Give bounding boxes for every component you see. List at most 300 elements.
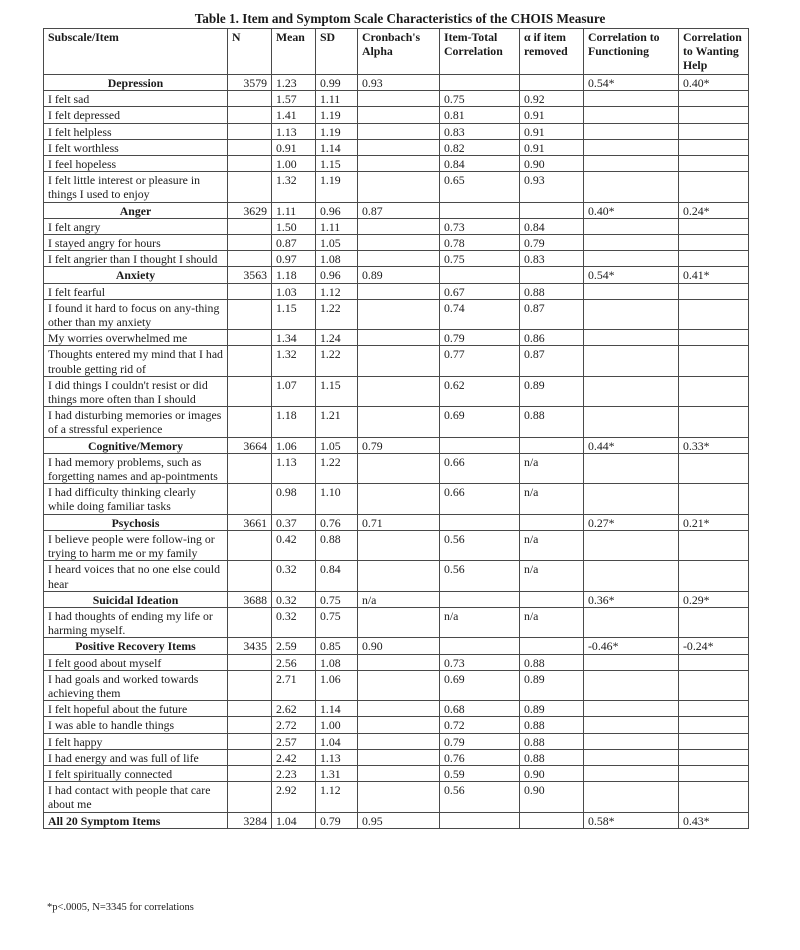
cell-help bbox=[679, 376, 749, 406]
cell-mean: 0.91 bbox=[272, 139, 316, 155]
cell-item: My worries overwhelmed me bbox=[44, 330, 228, 346]
cell-mean: 0.87 bbox=[272, 235, 316, 251]
cell-alpha bbox=[358, 749, 440, 765]
cell-sd: 1.00 bbox=[316, 717, 358, 733]
cell-n bbox=[228, 235, 272, 251]
item-row bbox=[44, 670, 749, 700]
cell-n bbox=[228, 530, 272, 560]
cell-func bbox=[584, 670, 679, 700]
cell-item: Psychosis bbox=[44, 514, 228, 530]
subscale-row bbox=[44, 202, 749, 218]
cell-help: 0.41* bbox=[679, 267, 749, 283]
cell-alpha-removed: 0.89 bbox=[520, 670, 584, 700]
cell-help bbox=[679, 701, 749, 717]
cell-help bbox=[679, 346, 749, 376]
header-alpha-removed: α if item removed bbox=[520, 29, 584, 75]
cell-item-total bbox=[440, 437, 520, 453]
cell-alpha bbox=[358, 733, 440, 749]
cell-alpha bbox=[358, 330, 440, 346]
cell-help: 0.24* bbox=[679, 202, 749, 218]
table-title: Table 1. Item and Symptom Scale Characteristics of the CHOIS Measure bbox=[194, 11, 606, 26]
cell-mean: 1.41 bbox=[272, 107, 316, 123]
cell-alpha-removed: 0.89 bbox=[520, 701, 584, 717]
cell-alpha bbox=[358, 172, 440, 202]
item-row bbox=[44, 484, 749, 514]
cell-alpha-removed: n/a bbox=[520, 530, 584, 560]
cell-item: All 20 Symptom Items bbox=[44, 812, 228, 828]
cell-alpha bbox=[358, 156, 440, 172]
cell-alpha bbox=[358, 123, 440, 139]
cell-sd: 0.75 bbox=[316, 591, 358, 607]
header-mean: Mean bbox=[272, 29, 316, 75]
cell-sd: 1.11 bbox=[316, 218, 358, 234]
cell-help bbox=[679, 453, 749, 483]
cell-sd: 1.14 bbox=[316, 701, 358, 717]
cell-mean: 0.97 bbox=[272, 251, 316, 267]
cell-alpha bbox=[358, 607, 440, 637]
cell-sd: 1.12 bbox=[316, 283, 358, 299]
cell-help bbox=[679, 670, 749, 700]
cell-sd: 0.96 bbox=[316, 202, 358, 218]
cell-sd: 0.85 bbox=[316, 638, 358, 654]
cell-func bbox=[584, 607, 679, 637]
cell-alpha: 0.71 bbox=[358, 514, 440, 530]
cell-help bbox=[679, 330, 749, 346]
cell-item-total: 0.67 bbox=[440, 283, 520, 299]
cell-item-total bbox=[440, 591, 520, 607]
cell-func bbox=[584, 139, 679, 155]
cell-help bbox=[679, 107, 749, 123]
cell-item: Depression bbox=[44, 75, 228, 91]
cell-alpha-removed: 0.84 bbox=[520, 218, 584, 234]
cell-n: 3563 bbox=[228, 267, 272, 283]
cell-alpha-removed: n/a bbox=[520, 453, 584, 483]
subscale-row bbox=[44, 267, 749, 283]
cell-alpha bbox=[358, 139, 440, 155]
cell-func bbox=[584, 299, 679, 329]
cell-item: I felt depressed bbox=[44, 107, 228, 123]
cell-func bbox=[584, 733, 679, 749]
cell-func bbox=[584, 782, 679, 812]
cell-sd: 1.11 bbox=[316, 91, 358, 107]
cell-alpha bbox=[358, 701, 440, 717]
cell-sd: 1.14 bbox=[316, 139, 358, 155]
item-row bbox=[44, 172, 749, 202]
cell-mean: 1.06 bbox=[272, 437, 316, 453]
cell-item-total: 0.62 bbox=[440, 376, 520, 406]
cell-item: I had disturbing memories or images of a stressful experience bbox=[44, 407, 228, 437]
cell-n bbox=[228, 91, 272, 107]
cell-item: I felt angry bbox=[44, 218, 228, 234]
item-row bbox=[44, 782, 749, 812]
cell-alpha-removed bbox=[520, 75, 584, 91]
cell-item-total: 0.79 bbox=[440, 330, 520, 346]
cell-n bbox=[228, 749, 272, 765]
cell-help bbox=[679, 733, 749, 749]
cell-alpha-removed: 0.88 bbox=[520, 749, 584, 765]
cell-item: Positive Recovery Items bbox=[44, 638, 228, 654]
cell-alpha bbox=[358, 251, 440, 267]
header-item-total: Item-Total Correlation bbox=[440, 29, 520, 75]
cell-item-total: 0.69 bbox=[440, 670, 520, 700]
cell-help bbox=[679, 782, 749, 812]
cell-item: Anger bbox=[44, 202, 228, 218]
cell-alpha: 0.93 bbox=[358, 75, 440, 91]
cell-n bbox=[228, 139, 272, 155]
cell-alpha-removed bbox=[520, 812, 584, 828]
cell-alpha-removed: 0.92 bbox=[520, 91, 584, 107]
cell-func bbox=[584, 107, 679, 123]
cell-help bbox=[679, 484, 749, 514]
item-row bbox=[44, 218, 749, 234]
cell-func: -0.46* bbox=[584, 638, 679, 654]
header-func: Correlation to Functioning bbox=[584, 29, 679, 75]
cell-alpha: n/a bbox=[358, 591, 440, 607]
cell-help bbox=[679, 765, 749, 781]
cell-item: I was able to handle things bbox=[44, 717, 228, 733]
cell-help: -0.24* bbox=[679, 638, 749, 654]
cell-item: I had energy and was full of life bbox=[44, 749, 228, 765]
item-row bbox=[44, 251, 749, 267]
cell-n: 3661 bbox=[228, 514, 272, 530]
cell-mean: 2.23 bbox=[272, 765, 316, 781]
item-row bbox=[44, 123, 749, 139]
cell-help bbox=[679, 123, 749, 139]
subscale-row bbox=[44, 437, 749, 453]
cell-mean: 1.32 bbox=[272, 172, 316, 202]
cell-n bbox=[228, 123, 272, 139]
cell-item-total: 0.59 bbox=[440, 765, 520, 781]
item-row bbox=[44, 733, 749, 749]
cell-sd: 0.84 bbox=[316, 561, 358, 591]
cell-help bbox=[679, 530, 749, 560]
cell-alpha-removed: 0.90 bbox=[520, 156, 584, 172]
cell-alpha-removed: 0.87 bbox=[520, 346, 584, 376]
cell-alpha-removed: 0.89 bbox=[520, 376, 584, 406]
cell-mean: 0.32 bbox=[272, 561, 316, 591]
cell-item: Anxiety bbox=[44, 267, 228, 283]
cell-func: 0.54* bbox=[584, 75, 679, 91]
cell-mean: 1.03 bbox=[272, 283, 316, 299]
cell-sd: 1.05 bbox=[316, 235, 358, 251]
cell-help bbox=[679, 749, 749, 765]
cell-func: 0.58* bbox=[584, 812, 679, 828]
cell-n: 3629 bbox=[228, 202, 272, 218]
cell-n bbox=[228, 484, 272, 514]
cell-n bbox=[228, 782, 272, 812]
cell-alpha: 0.89 bbox=[358, 267, 440, 283]
cell-alpha bbox=[358, 107, 440, 123]
cell-alpha bbox=[358, 484, 440, 514]
header-help: Correlation to Wanting Help bbox=[679, 29, 749, 75]
cell-item: I had contact with people that care about me bbox=[44, 782, 228, 812]
cell-alpha-removed: 0.91 bbox=[520, 123, 584, 139]
cell-help bbox=[679, 283, 749, 299]
cell-sd: 1.04 bbox=[316, 733, 358, 749]
cell-alpha bbox=[358, 218, 440, 234]
cell-mean: 1.13 bbox=[272, 123, 316, 139]
cell-item: I did things I couldn't resist or did things more often than I should bbox=[44, 376, 228, 406]
cell-sd: 1.21 bbox=[316, 407, 358, 437]
cell-n bbox=[228, 156, 272, 172]
cell-mean: 1.34 bbox=[272, 330, 316, 346]
cell-alpha bbox=[358, 283, 440, 299]
cell-item: I heard voices that no one else could hear bbox=[44, 561, 228, 591]
cell-mean: 0.32 bbox=[272, 591, 316, 607]
cell-alpha-removed bbox=[520, 638, 584, 654]
item-row bbox=[44, 346, 749, 376]
cell-n bbox=[228, 654, 272, 670]
cell-alpha-removed: 0.88 bbox=[520, 407, 584, 437]
item-row bbox=[44, 330, 749, 346]
cell-item: Suicidal Ideation bbox=[44, 591, 228, 607]
cell-item: I stayed angry for hours bbox=[44, 235, 228, 251]
cell-item: I believe people were follow-ing or trying to harm me or my family bbox=[44, 530, 228, 560]
cell-item: I felt spiritually connected bbox=[44, 765, 228, 781]
cell-mean: 1.50 bbox=[272, 218, 316, 234]
item-row bbox=[44, 91, 749, 107]
cell-alpha-removed bbox=[520, 267, 584, 283]
characteristics-table bbox=[43, 28, 749, 829]
cell-help: 0.33* bbox=[679, 437, 749, 453]
cell-n bbox=[228, 453, 272, 483]
cell-sd: 1.19 bbox=[316, 107, 358, 123]
cell-sd: 1.12 bbox=[316, 782, 358, 812]
cell-n bbox=[228, 172, 272, 202]
cell-alpha-removed: 0.88 bbox=[520, 733, 584, 749]
cell-func: 0.44* bbox=[584, 437, 679, 453]
cell-alpha bbox=[358, 299, 440, 329]
cell-sd: 1.15 bbox=[316, 156, 358, 172]
cell-help bbox=[679, 139, 749, 155]
cell-func bbox=[584, 654, 679, 670]
cell-help bbox=[679, 607, 749, 637]
cell-mean: 1.13 bbox=[272, 453, 316, 483]
cell-alpha-removed: 0.93 bbox=[520, 172, 584, 202]
cell-sd: 1.31 bbox=[316, 765, 358, 781]
cell-sd: 0.99 bbox=[316, 75, 358, 91]
cell-n bbox=[228, 107, 272, 123]
total-row bbox=[44, 812, 749, 828]
cell-alpha-removed: 0.83 bbox=[520, 251, 584, 267]
cell-item-total: 0.76 bbox=[440, 749, 520, 765]
cell-alpha: 0.87 bbox=[358, 202, 440, 218]
cell-alpha-removed: 0.88 bbox=[520, 283, 584, 299]
cell-item: I felt hopeful about the future bbox=[44, 701, 228, 717]
cell-mean: 2.92 bbox=[272, 782, 316, 812]
cell-alpha bbox=[358, 670, 440, 700]
cell-help bbox=[679, 172, 749, 202]
cell-mean: 0.37 bbox=[272, 514, 316, 530]
cell-alpha-removed: 0.90 bbox=[520, 765, 584, 781]
item-row bbox=[44, 654, 749, 670]
cell-help: 0.29* bbox=[679, 591, 749, 607]
cell-sd: 1.05 bbox=[316, 437, 358, 453]
cell-sd: 1.10 bbox=[316, 484, 358, 514]
cell-sd: 1.19 bbox=[316, 172, 358, 202]
cell-func bbox=[584, 561, 679, 591]
cell-item: I felt good about myself bbox=[44, 654, 228, 670]
cell-mean: 2.42 bbox=[272, 749, 316, 765]
cell-alpha: 0.95 bbox=[358, 812, 440, 828]
cell-item-total: 0.74 bbox=[440, 299, 520, 329]
cell-alpha-removed: 0.88 bbox=[520, 654, 584, 670]
cell-help bbox=[679, 218, 749, 234]
item-row bbox=[44, 156, 749, 172]
cell-item: I felt happy bbox=[44, 733, 228, 749]
cell-item-total: 0.66 bbox=[440, 484, 520, 514]
cell-sd: 0.88 bbox=[316, 530, 358, 560]
cell-item: I had memory problems, such as forgetting names and ap-pointments bbox=[44, 453, 228, 483]
item-row bbox=[44, 607, 749, 637]
cell-n bbox=[228, 283, 272, 299]
cell-mean: 1.18 bbox=[272, 267, 316, 283]
cell-mean: 2.62 bbox=[272, 701, 316, 717]
cell-func bbox=[584, 376, 679, 406]
cell-item: I felt helpless bbox=[44, 123, 228, 139]
cell-alpha-removed: n/a bbox=[520, 607, 584, 637]
cell-alpha bbox=[358, 376, 440, 406]
cell-alpha-removed bbox=[520, 514, 584, 530]
item-row bbox=[44, 765, 749, 781]
cell-n bbox=[228, 607, 272, 637]
cell-sd: 0.79 bbox=[316, 812, 358, 828]
cell-n bbox=[228, 299, 272, 329]
cell-item-total bbox=[440, 514, 520, 530]
cell-item-total: n/a bbox=[440, 607, 520, 637]
cell-func bbox=[584, 407, 679, 437]
cell-alpha bbox=[358, 782, 440, 812]
cell-sd: 1.13 bbox=[316, 749, 358, 765]
subscale-row bbox=[44, 514, 749, 530]
item-row bbox=[44, 139, 749, 155]
cell-item: Cognitive/Memory bbox=[44, 437, 228, 453]
cell-mean: 1.07 bbox=[272, 376, 316, 406]
cell-item-total: 0.83 bbox=[440, 123, 520, 139]
cell-func bbox=[584, 235, 679, 251]
cell-sd: 0.75 bbox=[316, 607, 358, 637]
cell-mean: 1.32 bbox=[272, 346, 316, 376]
cell-n: 3579 bbox=[228, 75, 272, 91]
cell-sd: 1.22 bbox=[316, 299, 358, 329]
cell-alpha bbox=[358, 346, 440, 376]
cell-sd: 1.22 bbox=[316, 453, 358, 483]
cell-item: I felt little interest or pleasure in things I used to enjoy bbox=[44, 172, 228, 202]
cell-sd: 1.08 bbox=[316, 654, 358, 670]
cell-alpha-removed bbox=[520, 437, 584, 453]
cell-alpha-removed: 0.91 bbox=[520, 139, 584, 155]
cell-item-total: 0.56 bbox=[440, 782, 520, 812]
item-row bbox=[44, 107, 749, 123]
subscale-row bbox=[44, 638, 749, 654]
cell-alpha bbox=[358, 654, 440, 670]
cell-mean: 0.32 bbox=[272, 607, 316, 637]
cell-n bbox=[228, 701, 272, 717]
cell-alpha-removed: 0.79 bbox=[520, 235, 584, 251]
cell-help bbox=[679, 156, 749, 172]
cell-func bbox=[584, 283, 679, 299]
cell-func: 0.40* bbox=[584, 202, 679, 218]
cell-n bbox=[228, 717, 272, 733]
cell-n bbox=[228, 561, 272, 591]
cell-func bbox=[584, 91, 679, 107]
cell-mean: 1.11 bbox=[272, 202, 316, 218]
cell-alpha-removed bbox=[520, 591, 584, 607]
footnote: *p<.0005, N=3345 for correlations bbox=[47, 902, 194, 913]
header-n: N bbox=[228, 29, 272, 75]
cell-sd: 1.08 bbox=[316, 251, 358, 267]
header-item: Subscale/Item bbox=[44, 29, 228, 75]
cell-mean: 2.72 bbox=[272, 717, 316, 733]
cell-n bbox=[228, 218, 272, 234]
cell-func bbox=[584, 453, 679, 483]
cell-sd: 1.22 bbox=[316, 346, 358, 376]
item-row bbox=[44, 376, 749, 406]
cell-mean: 1.15 bbox=[272, 299, 316, 329]
cell-item-total: 0.78 bbox=[440, 235, 520, 251]
cell-n bbox=[228, 251, 272, 267]
cell-item-total: 0.72 bbox=[440, 717, 520, 733]
item-row bbox=[44, 407, 749, 437]
cell-n bbox=[228, 670, 272, 700]
cell-mean: 2.56 bbox=[272, 654, 316, 670]
subscale-row bbox=[44, 75, 749, 91]
cell-alpha-removed: 0.88 bbox=[520, 717, 584, 733]
cell-alpha: 0.90 bbox=[358, 638, 440, 654]
cell-mean: 2.71 bbox=[272, 670, 316, 700]
cell-item-total: 0.69 bbox=[440, 407, 520, 437]
item-row bbox=[44, 749, 749, 765]
cell-func: 0.36* bbox=[584, 591, 679, 607]
cell-sd: 1.24 bbox=[316, 330, 358, 346]
cell-item-total bbox=[440, 638, 520, 654]
cell-alpha bbox=[358, 717, 440, 733]
cell-item-total bbox=[440, 75, 520, 91]
header-row bbox=[44, 29, 749, 75]
cell-help bbox=[679, 91, 749, 107]
cell-func bbox=[584, 123, 679, 139]
item-row bbox=[44, 717, 749, 733]
item-row bbox=[44, 701, 749, 717]
cell-sd: 1.06 bbox=[316, 670, 358, 700]
cell-func bbox=[584, 530, 679, 560]
cell-n bbox=[228, 346, 272, 376]
cell-help bbox=[679, 235, 749, 251]
cell-func bbox=[584, 172, 679, 202]
cell-n: 3284 bbox=[228, 812, 272, 828]
cell-alpha-removed: 0.91 bbox=[520, 107, 584, 123]
cell-help: 0.40* bbox=[679, 75, 749, 91]
cell-alpha bbox=[358, 235, 440, 251]
cell-mean: 0.42 bbox=[272, 530, 316, 560]
cell-item-total: 0.73 bbox=[440, 218, 520, 234]
cell-func bbox=[584, 251, 679, 267]
cell-item-total: 0.77 bbox=[440, 346, 520, 376]
table-body bbox=[44, 75, 749, 829]
cell-func bbox=[584, 218, 679, 234]
cell-alpha bbox=[358, 407, 440, 437]
cell-mean: 1.57 bbox=[272, 91, 316, 107]
subscale-row bbox=[44, 591, 749, 607]
item-row bbox=[44, 299, 749, 329]
item-row bbox=[44, 453, 749, 483]
cell-item-total: 0.82 bbox=[440, 139, 520, 155]
cell-sd: 1.15 bbox=[316, 376, 358, 406]
cell-item-total: 0.68 bbox=[440, 701, 520, 717]
cell-alpha bbox=[358, 453, 440, 483]
cell-item: I felt angrier than I thought I should bbox=[44, 251, 228, 267]
cell-alpha-removed: 0.90 bbox=[520, 782, 584, 812]
